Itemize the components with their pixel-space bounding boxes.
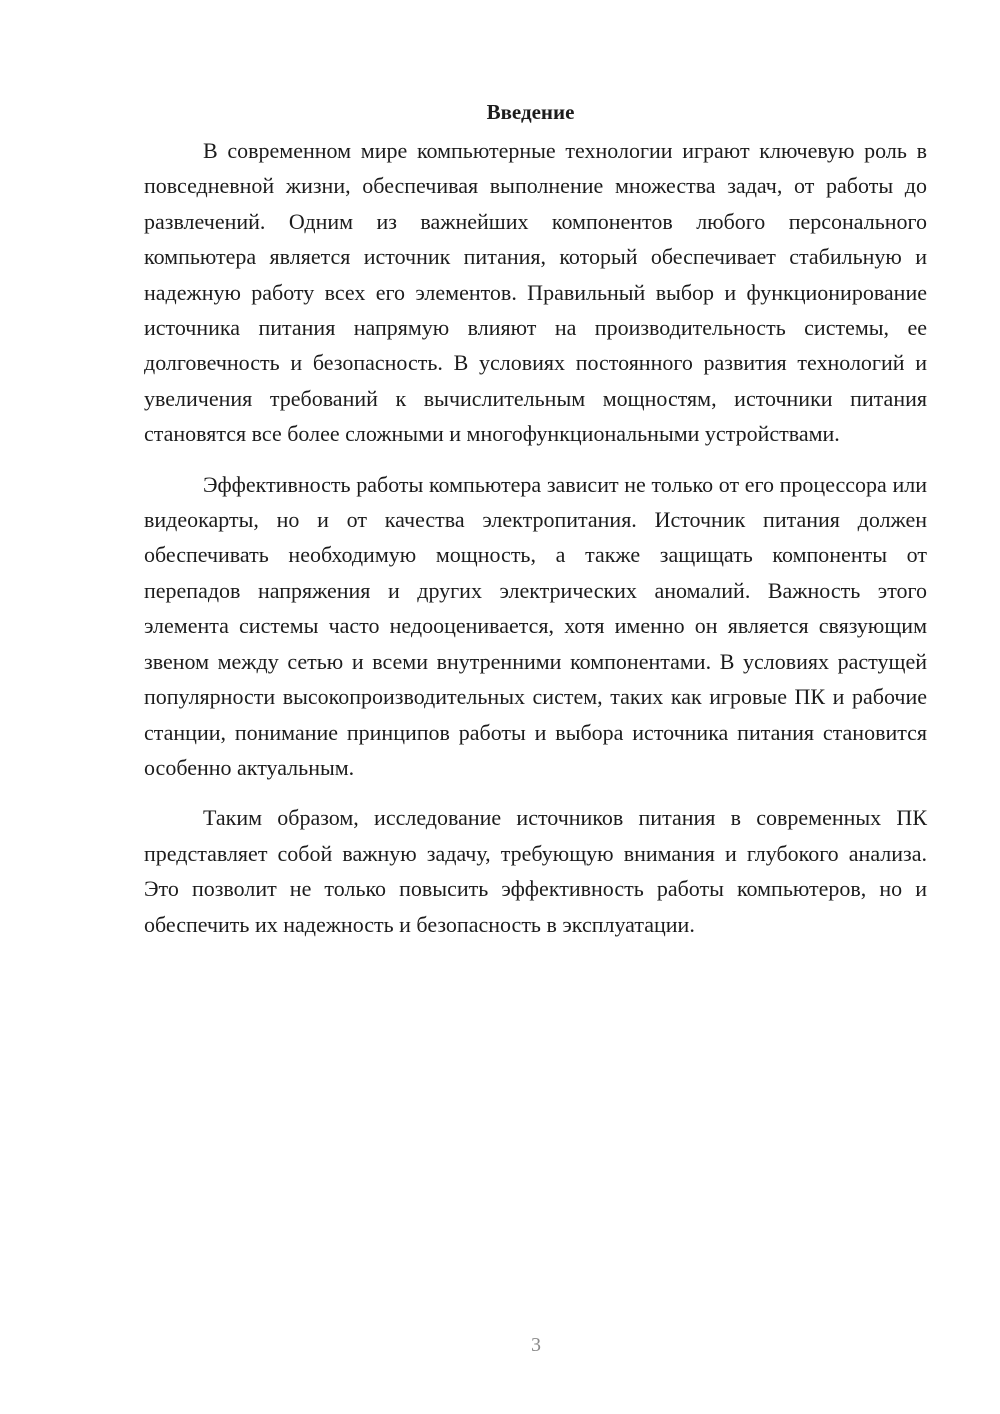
page-number: 3: [531, 1334, 541, 1356]
section-heading: Введение: [486, 100, 575, 124]
paragraph-2: Эффективность работы компьютера зависит не только от его процессора или видеокарты, но и от качества электропитания. Источник питания должен обеспечивать необходимую мощность, а также защищать компоненты от перепадов напряжения и других электрических аномалий. Важность этого элемента системы часто недооценивается, хотя именно он является связующим звеном между сетью и всеми внутренними компонентами. В условиях растущей популярности высокопроизводительных систем, таких как игровые ПК и рабочие станции, понимание принципов работы и выбора источника питания становится особенно актуальным.: [144, 471, 927, 780]
paragraph-1: В современном мире компьютерные технологии играют ключевую роль в повседневной жизни, обеспечивая выполнение множества задач, от работы до развлечений. Одним из важнейших компонентов любого персонального компьютера является источник питания, который обеспечивает стабильную и надежную работу всех его элементов. Правильный выбор и функционирование источника питания напрямую влияют на производительность системы, ее долговечность и безопасность. В условиях постоянного развития технологий и увеличения требований к вычислительным мощностям, источники питания становятся все более сложными и многофункциональными устройствами.: [144, 138, 927, 447]
page-content: [144, 96, 927, 942]
paragraph-3: Таким образом, исследование источников питания в современных ПК представляет собой важную задачу, требующую внимания и глубокого анализа. Это позволит не только повысить эффективность работы компьютеров, но и обеспечить их надежность и безопасность в эксплуатации.: [144, 805, 927, 937]
